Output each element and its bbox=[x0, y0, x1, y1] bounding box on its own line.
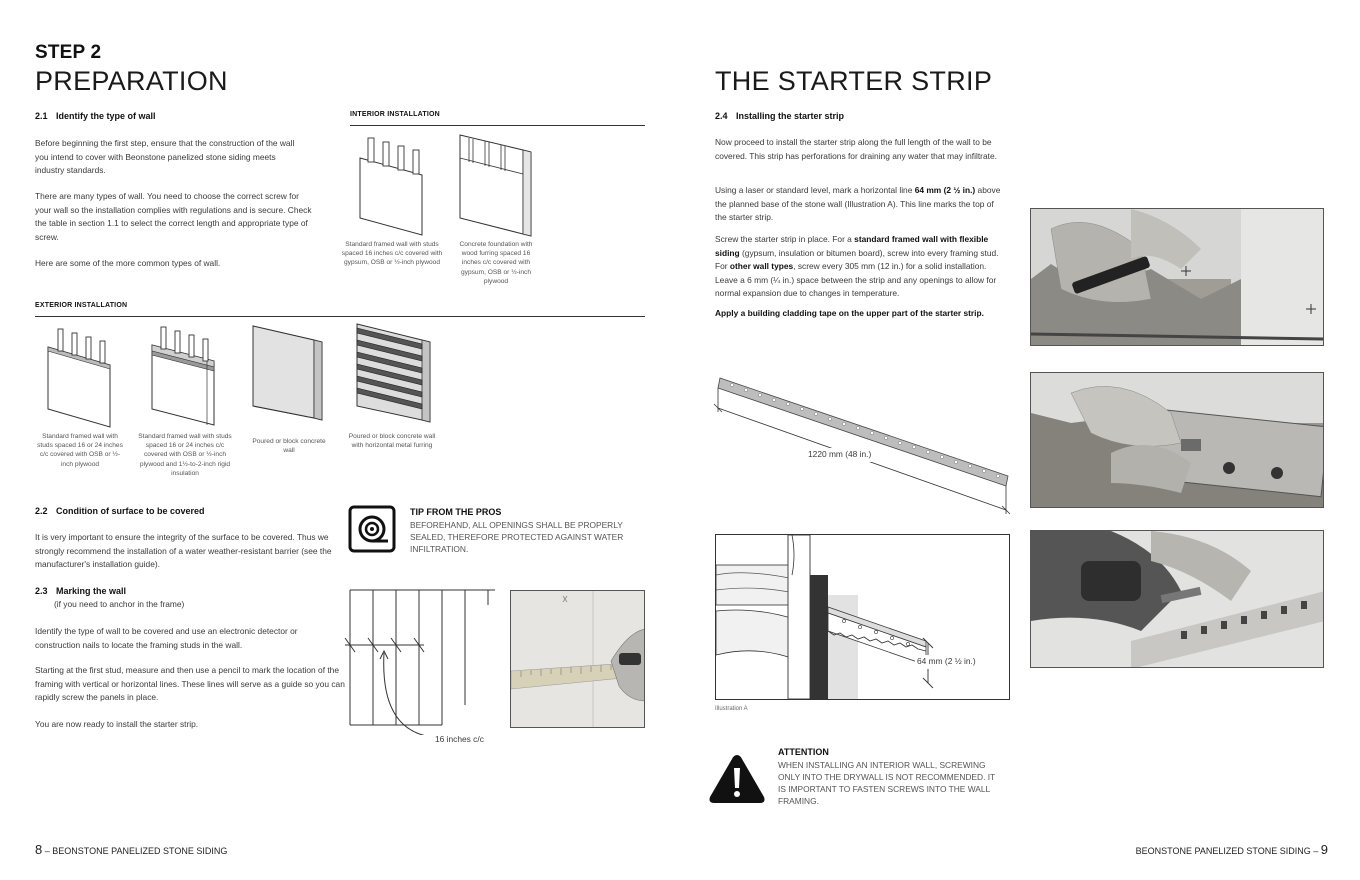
section-2-1-paragraph-2: There are many types of wall. You need to choose the correct screw for your wall so the installation complies with regulations and is secure. Check the table in section 1.1 to select the correct length and appropriate type of screw. bbox=[35, 191, 312, 242]
starter-strip-diagram bbox=[712, 372, 1014, 520]
p3-text-a: Screw the starter strip in place. For a bbox=[715, 234, 855, 244]
page-title-preparation: PREPARATION bbox=[35, 66, 228, 96]
section-2-4-paragraph-2 bbox=[715, 184, 1005, 225]
section-title: Installing the starter strip bbox=[736, 111, 845, 121]
step-label: STEP 2 bbox=[35, 42, 102, 63]
footer-brand-right: BEONSTONE PANELIZED STONE SIDING bbox=[1135, 846, 1311, 856]
tip-body: BEFOREHAND, ALL OPENINGS SHALL BE PROPERLY SEALED, THEREFORE PROTECTED AGAINST WATER INFILTRATION. bbox=[410, 520, 624, 554]
illustration-a-drawing bbox=[716, 535, 1009, 699]
interior-caption-concrete: Concrete foundation with wood furring spaced 16 inches c/c covered with gypsum, OSB or ½-inch plywood bbox=[459, 241, 533, 285]
section-number: 2.2 bbox=[35, 506, 48, 516]
section-number: 2.4 bbox=[715, 111, 728, 121]
interior-concrete-foundation-illustration bbox=[455, 130, 540, 240]
strip-height-label: 64 mm (2 ½ in.) bbox=[915, 655, 978, 669]
photo-screwing-strip-image bbox=[1031, 531, 1324, 668]
exterior-caption-framed: Standard framed wall with studs spaced 16 or 24 inches c/c covered with OSB or ½-inch plywood bbox=[37, 433, 123, 468]
photo-screwing-strip bbox=[1030, 530, 1324, 668]
illustration-a bbox=[715, 534, 1010, 700]
section-2-3-paragraph-3: You are now ready to install the starter strip. bbox=[35, 719, 199, 729]
page-number-left: 8 bbox=[35, 842, 43, 857]
attention-title: ATTENTION bbox=[778, 747, 829, 757]
section-title: Marking the wall bbox=[56, 586, 127, 596]
footer-brand-left: BEONSTONE PANELIZED STONE SIDING bbox=[52, 846, 228, 856]
interior-framed-wall-illustration bbox=[355, 133, 430, 238]
exterior-insulated-wall-illustration bbox=[147, 325, 222, 430]
strip-length-label: 1220 mm (48 in.) bbox=[806, 448, 873, 462]
page-title-starter-strip: THE STARTER STRIP bbox=[715, 66, 993, 96]
exterior-concrete-wall-illustration bbox=[250, 322, 328, 422]
section-2-3-heading bbox=[35, 586, 126, 596]
photo-level-placement-image bbox=[1031, 373, 1324, 508]
section-2-4-heading bbox=[715, 111, 844, 121]
attention-body: WHEN INSTALLING AN INTERIOR WALL, SCREWING ONLY INTO THE DRYWALL IS NOT RECOMMENDED. IT IS IMPORTANT TO FASTEN SCREWS INTO THE WALL FRAMING. bbox=[778, 760, 996, 806]
footer-right bbox=[1136, 842, 1328, 857]
interior-installation-label: INTERIOR INSTALLATION bbox=[350, 111, 440, 118]
section-2-3-paragraph-1: Identify the type of wall to be covered and use an electronic detector or construction nails to locate the framing studs in the wall. bbox=[35, 626, 298, 650]
section-2-3-paragraph-2: Starting at the first stud, measure and then use a pencil to mark the location of the framing with vertical or horizontal lines. These lines will serve as a guide so you can rapidly screw the panels in place. bbox=[35, 665, 345, 702]
exterior-framed-wall-illustration bbox=[43, 325, 118, 430]
section-2-1-paragraph-3: Here are some of the more common types of wall. bbox=[35, 258, 221, 268]
section-number: 2.3 bbox=[35, 586, 48, 596]
tip-icon bbox=[348, 505, 396, 553]
interior-caption-framed: Standard framed wall with studs spaced 16 inches c/c covered with gypsum, OSB or ½-inch plywood bbox=[341, 241, 443, 267]
p2-bold-measure: 64 mm (2 ½ in.) bbox=[914, 185, 976, 195]
p2-text-c: above the planned base of the stone wall (Illustration A). This line marks the top of the starter strip. bbox=[715, 185, 1001, 222]
p3-bold-framed: standard framed wall with flexible siding bbox=[715, 234, 989, 258]
exterior-installation-label: EXTERIOR INSTALLATION bbox=[35, 302, 128, 309]
section-title: Identify the type of wall bbox=[56, 111, 156, 121]
stud-marking-diagram bbox=[340, 585, 500, 735]
section-number: 2.1 bbox=[35, 111, 48, 121]
warning-icon bbox=[707, 752, 767, 806]
footer-dash: – bbox=[1313, 846, 1319, 856]
exterior-caption-insulated: Standard framed wall with studs spaced 16 or 24 inches c/c covered with OSB or ½-inch plywood and 1½-to-2-inch rigid insulation bbox=[138, 433, 232, 477]
section-2-2-heading bbox=[35, 506, 205, 516]
p2-text-a: Using a laser or standard level, mark a horizontal line bbox=[715, 185, 915, 195]
exterior-caption-furring: Poured or block concrete wall with horizontal metal furring bbox=[348, 433, 436, 450]
footer-dash: – bbox=[44, 846, 50, 856]
section-title: Condition of surface to be covered bbox=[56, 506, 205, 516]
stud-spacing-label: 16 inches c/c bbox=[435, 734, 484, 744]
p3-bold-other: other wall types bbox=[729, 261, 794, 271]
photo-level-placement bbox=[1030, 372, 1324, 508]
section-2-2-paragraph: It is very important to ensure the integrity of the surface to be covered. Thus we strongly recommend the installation of a water weather-resistant barrier (see the manufacturer's installation guide). bbox=[35, 532, 332, 569]
tape-measure-photo bbox=[510, 590, 645, 728]
section-2-4-paragraph-4: Apply a building cladding tape on the upper part of the starter strip. bbox=[715, 308, 984, 318]
exterior-caption-concrete: Poured or block concrete wall bbox=[252, 438, 326, 455]
section-2-4-paragraph-1: Now proceed to install the starter strip along the full length of the wall to be covered. This strip has perforations for draining any water that may infiltrate. bbox=[715, 137, 997, 161]
section-2-1-paragraph-1: Before beginning the first step, ensure that the construction of the wall you intend to cover with Beonstone panelized stone siding meets industry standards. bbox=[35, 138, 295, 175]
tip-title: TIP FROM THE PROS bbox=[410, 507, 502, 517]
interior-rule bbox=[350, 125, 645, 126]
page-number-right: 9 bbox=[1320, 842, 1328, 857]
p3-text-c: (gypsum, insulation or bitumen board), screw into every framing stud. For bbox=[715, 247, 999, 271]
section-2-1-heading bbox=[35, 111, 156, 121]
illustration-a-caption: Illustration A bbox=[715, 706, 748, 712]
tape-measure-image bbox=[511, 591, 645, 728]
section-2-4-paragraph-3 bbox=[715, 233, 1007, 301]
footer-left bbox=[35, 842, 227, 857]
photo-marking-level bbox=[1030, 208, 1324, 346]
exterior-rule bbox=[35, 316, 645, 317]
section-2-3-subheading: (if you need to anchor in the frame) bbox=[54, 599, 185, 609]
photo-marking-level-image bbox=[1031, 209, 1324, 346]
exterior-concrete-furring-illustration bbox=[354, 322, 432, 424]
p3-text-e: , screw every 305 mm (12 in.) for a solid installation. Leave a 6 mm (¼ in.) space between the strip and any openings to allow for normal expansion due to changes in temperature. bbox=[715, 261, 997, 298]
